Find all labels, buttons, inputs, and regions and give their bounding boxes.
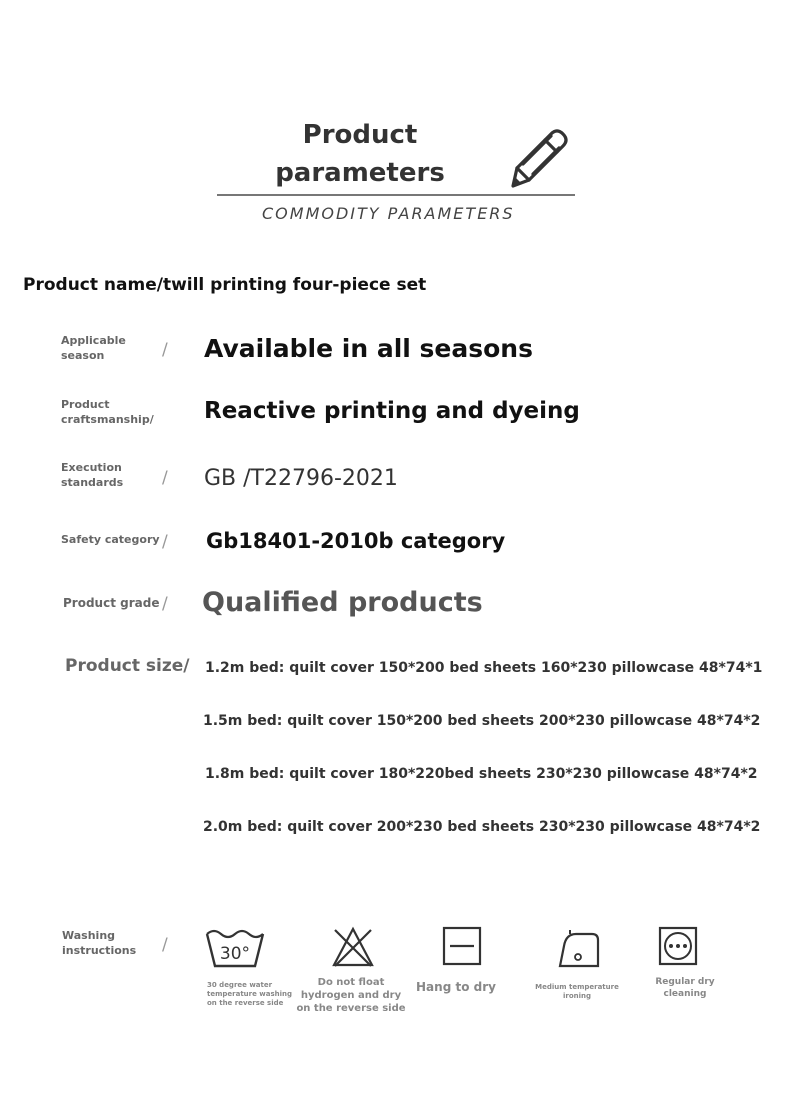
param-label-standards <box>61 460 123 490</box>
param-value-safety: Gb18401-2010b category <box>206 529 506 553</box>
param-label-line: season <box>61 349 105 362</box>
param-label-safety <box>61 532 160 547</box>
wash-caption <box>200 981 297 1008</box>
header-divider <box>217 194 575 196</box>
title-line-2: parameters <box>275 158 445 188</box>
param-label-line: craftsmanship/ <box>61 413 154 426</box>
param-label-line: Product grade <box>63 596 160 610</box>
hang-dry-caption <box>410 980 502 994</box>
separator-slash: / <box>162 340 168 360</box>
param-value-grade: Qualified products <box>202 587 483 618</box>
dry-clean-icon <box>658 926 698 966</box>
param-label-craftsmanship <box>61 397 154 427</box>
page-title <box>270 116 450 192</box>
title-line-1: Product <box>302 120 418 150</box>
washing-label <box>62 928 136 958</box>
caption-line: Medium temperature ironing <box>535 983 619 1000</box>
washing-label-line: instructions <box>62 944 137 957</box>
iron-medium-icon <box>556 930 602 970</box>
separator-slash: / <box>162 594 168 614</box>
param-value-standards: GB /T22796-2021 <box>204 466 398 491</box>
param-label-line: Applicable <box>61 334 126 347</box>
caption-line: temperature washing <box>207 990 293 998</box>
size-label: Product size/ <box>65 656 190 676</box>
param-label-season <box>61 333 126 363</box>
param-value-craftsmanship: Reactive printing and dyeing <box>204 398 580 424</box>
separator-slash: / <box>162 935 168 955</box>
caption-line: 30 degree water <box>207 981 273 989</box>
caption-line: hydrogen and dry <box>300 990 402 1001</box>
param-label-line: Execution <box>61 461 122 474</box>
size-row: 2.0m bed: quilt cover 200*230 bed sheets 230*230 pillowcase 48*74*2 <box>203 819 761 835</box>
separator-slash: / <box>162 468 168 488</box>
param-label-line: standards <box>61 476 124 489</box>
wash-30-icon <box>205 926 265 970</box>
caption-line: cleaning <box>663 989 707 999</box>
washing-label-line: Washing <box>62 929 116 942</box>
size-row: 1.2m bed: quilt cover 150*200 bed sheets 160*230 pillowcase 48*74*1 <box>205 660 763 676</box>
no-bleach-caption <box>295 976 407 1015</box>
caption-line: on the reverse side <box>207 999 284 1007</box>
page-subtitle: COMMODITY PARAMETERS <box>262 204 515 223</box>
size-row: 1.8m bed: quilt cover 180*220bed sheets 230*230 pillowcase 48*74*2 <box>205 766 758 782</box>
size-row: 1.5m bed: quilt cover 150*200 bed sheets 200*230 pillowcase 48*74*2 <box>203 713 761 729</box>
iron-caption <box>527 983 627 1001</box>
param-label-line: Safety category <box>61 533 160 546</box>
no-bleach-icon <box>331 926 375 968</box>
hang-dry-icon <box>442 926 482 966</box>
wash-temp-text: 30° <box>219 944 251 964</box>
param-label-grade <box>63 596 159 611</box>
caption-line: Do not float <box>317 977 385 988</box>
product-name: Product name/twill printing four-piece set <box>23 275 427 295</box>
caption-line: Regular dry <box>655 977 715 987</box>
param-label-line: Product <box>61 398 110 411</box>
caption-line: on the reverse side <box>296 1003 406 1014</box>
pencil-icon <box>505 124 573 192</box>
dry-clean-caption <box>640 976 730 1000</box>
separator-slash: / <box>162 532 168 552</box>
param-value-season: Available in all seasons <box>204 334 533 363</box>
caption-line: Hang to dry <box>416 980 496 994</box>
